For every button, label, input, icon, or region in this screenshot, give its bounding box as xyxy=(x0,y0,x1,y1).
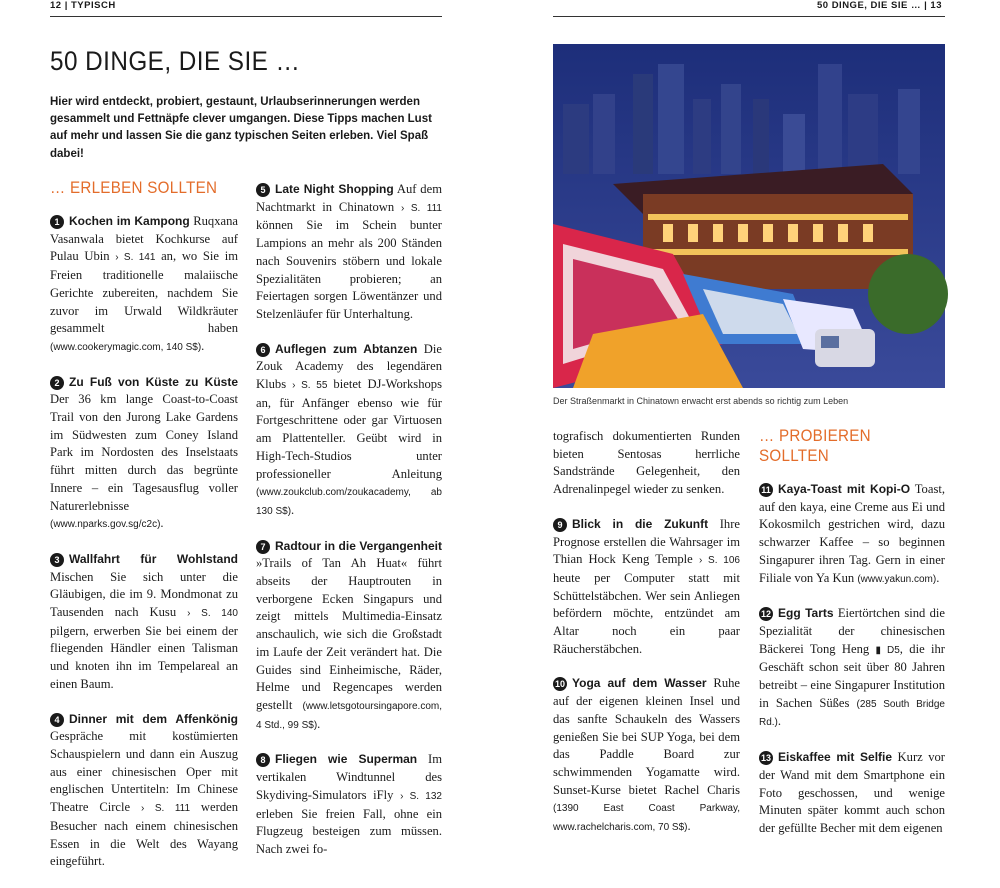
item-text: Auf dem Nachtmarkt in Chinatown xyxy=(256,182,442,214)
item-text: erleben Sie freien Fall, ohne ein Flugzeug besteigen zum müssen. Nach zwei fo- xyxy=(256,806,442,856)
item-text: Mischen Sie sich unter die Gläubigen, die im 9. Mondmonat zu Tausenden nach Kusu xyxy=(50,569,238,620)
item-text: . xyxy=(160,516,164,531)
photo-illustration xyxy=(553,44,945,388)
continued-text: tografisch dokumentierten Runden bieten Sentosas herrliche Sandstrände Gelegenheit, den Adrenalinpegel wieder zu senken. xyxy=(553,429,740,497)
item-title: Yoga auf dem Wasser xyxy=(572,676,707,691)
item-info: (www.cookerymagic.com, 140 S$) xyxy=(50,341,202,353)
page-reference: › S. 141 xyxy=(115,252,156,264)
intro-text: Hier wird entdeckt, probiert, gestaunt, Urlaubserinnerungen werden gesammelt und Fettnäpfe clever umgangen. Diese Tipps machen Lust auf mehr und lassen Sie die ganz typischen Seiten erleben. Viel Spaß dabei! xyxy=(50,96,432,160)
column-1 xyxy=(50,178,238,888)
item-title: Eiskaffee mit Selfie xyxy=(778,750,893,765)
list-item xyxy=(553,516,740,659)
item-number-badge: 5 xyxy=(256,183,270,197)
header-rule-right xyxy=(553,16,945,17)
item-text: Der 36 km lange Coast-to-Coast Trail von den Jurong Lake Gardens im Südwesten zum Coney Island Park im Nordosten des Inselstaats führt mitten durch das begrünte Innere – ein Tagesausflug voller Naturerlebnisse xyxy=(50,392,238,513)
item-title: Kaya-Toast mit Kopi-O xyxy=(778,482,911,496)
item-number-badge: 11 xyxy=(759,483,773,497)
item-text: , die ihr Geschäft schon seit über 80 Jahren betreibt – eine Singapurer Institution in Sachen Süßes xyxy=(759,641,945,710)
item-info: (www.zoukclub.com/zoukacademy, ab 130 S$) xyxy=(256,487,442,517)
list-item xyxy=(759,605,945,732)
item-text: Ruhe auf der eigenen kleinen Insel und das sanfte Schaukeln des Wassers genießen Sie bei SUP Yoga, bei dem das Paddle Board zur schwimmenden Yogamatte wird. Sunset-Kurse bietet Rachel Charis xyxy=(553,676,741,797)
running-header-right: 50 DINGE, DIE SIE … | 13 xyxy=(816,0,942,11)
item-title: Late Night Shopping xyxy=(275,182,394,196)
item-title: Zu Fuß von Küste zu Küste xyxy=(69,374,238,389)
list-item xyxy=(759,481,945,588)
section-heading-erleben: … ERLEBEN SOLLTEN xyxy=(50,179,218,197)
column-2 xyxy=(256,181,442,876)
list-item xyxy=(759,749,945,838)
item-text: . xyxy=(687,819,691,834)
item-number-badge: 1 xyxy=(50,215,64,229)
page-title: 50 DINGE, DIE SIE … xyxy=(50,46,301,76)
item-text: werden Besucher nach einem chinesischen Essen in die Welt des Wayang eingeführt. xyxy=(50,800,238,869)
item-text: an, wo Sie im Freien traditionelle malaiische Gerichte zubereiten, nachdem Sie zuvor im Urwald Wildkräuter gesammelt haben xyxy=(50,249,238,336)
item-text: pilgern, erwerben Sie bei einem der fliegenden Händler einen Talisman und knoten ihn im Tempelareal an einen Baum. xyxy=(50,623,238,691)
item-title: Kochen im Kampong xyxy=(69,214,190,228)
column-3 xyxy=(553,428,740,854)
item-text: heute per Computer statt mit Schüttelstäbchen. Wer sein Anliegen befördern möchte, entzündet am Altar noch ein paar Räucherstäbchen. xyxy=(553,570,740,656)
item-number-badge: 7 xyxy=(256,540,270,554)
item-text: . xyxy=(317,716,321,731)
item-info: (www.yakun.com) xyxy=(857,573,937,585)
photo-caption: Der Straßenmarkt in Chinatown erwacht erst abends so richtig zum Leben xyxy=(553,396,849,406)
item-info: (285 South Bridge Rd.) xyxy=(759,698,945,729)
page-reference: › S. 106 xyxy=(698,555,740,567)
item-text: Gespräche mit kostümierten Schauspielern und dann ein Auszug aus einer chinesischen Oper mit englischen Untertiteln: Im Chinese Theatre Circle xyxy=(50,729,238,815)
item-text: »Trails of Tan Ah Huat« führt abseits der Hauptrouten in verborgene Ecken Singapurs und zeigt mittels Multimedia-Einsatz anschaulich, wie sich die Großstadt im Laufe der Zeit verändert hat. Die Guides sind Einheimische, Räder, Helme und Regencapes werden gestellt xyxy=(256,556,442,712)
list-item xyxy=(50,711,238,871)
item-info: (1390 East Coast Parkway, www.rachelcharis.com, 70 S$) xyxy=(553,803,740,834)
item-text: Eiertörtchen sind die Spezialität der chinesischen Bäckerei Tong Heng xyxy=(759,606,946,656)
item-text: können Sie im Schein bunter Lampions an mehr als 200 Ständen nach Souvenirs stöbern und lokale Spezialitäten probieren; an Feiertagen sorgen Löwentänzer und Stelzenläufer für Unterhaltung. xyxy=(256,218,442,321)
list-item xyxy=(553,675,740,836)
item-number-badge: 10 xyxy=(554,679,565,690)
item-number-badge: 4 xyxy=(50,713,64,727)
item-title: Egg Tarts xyxy=(778,606,834,621)
item-number-badge: 13 xyxy=(760,753,771,764)
item-title: Dinner mit dem Affenkönig xyxy=(69,711,238,726)
item-text: Im vertikalen Windtunnel des Skydiving-Simulators iFly xyxy=(256,752,442,802)
page-reference: › S. 140 xyxy=(187,608,238,620)
item-info: (www.nparks.gov.sg/c2c) xyxy=(50,519,161,531)
section-heading-probieren: … PROBIEREN SOLLTEN xyxy=(759,427,871,465)
chinatown-night-market-photo xyxy=(553,44,945,388)
item-number-badge: 3 xyxy=(50,553,64,567)
item-number-badge: 8 xyxy=(256,753,270,767)
list-item xyxy=(50,551,238,694)
column-4 xyxy=(759,426,945,855)
item-title: Blick in die Zukunft xyxy=(572,516,709,531)
item-number-badge: 6 xyxy=(256,343,270,357)
item-number-badge: 9 xyxy=(553,518,567,532)
item-text: Ihre Prognose erstellen die Wahrsager im Thian Hock Keng Temple xyxy=(553,516,740,567)
list-item xyxy=(50,213,238,357)
item-title: Radtour in die Vergangenheit xyxy=(275,538,442,553)
item-text: Die Zouk Academy des legendären Klubs xyxy=(256,341,442,392)
item-info: (www.letsgotoursingapore.com, 4 Std., 99 S$) xyxy=(256,700,442,731)
item-title: Fliegen wie Superman xyxy=(275,752,418,767)
item-number-badge: 2 xyxy=(50,376,64,390)
page-reference: › S. 111 xyxy=(141,803,191,815)
item-text: . xyxy=(291,502,295,517)
page-reference: › S. 111 xyxy=(401,202,442,214)
list-item xyxy=(256,341,442,521)
item-title: Auflegen zum Abtanzen xyxy=(275,341,418,356)
item-text: bietet DJ-Workshops an, für Anfänger ebenso wie für Fortgeschrittene oder gar Virtuosen am Plattenteller. Geübt wird in High-Tech-Studios unter professioneller Anleitung xyxy=(256,377,442,481)
running-header-left: 12 | TYPISCH xyxy=(50,0,116,11)
page-reference: › S. 132 xyxy=(400,790,442,802)
page-reference: › S. 55 xyxy=(292,380,328,392)
page-reference: ▮ D5 xyxy=(875,644,900,656)
item-title: Wallfahrt für Wohlstand xyxy=(69,551,238,566)
list-item xyxy=(256,181,442,324)
item-text: . xyxy=(201,338,205,353)
item-text: . xyxy=(777,714,782,729)
list-item xyxy=(256,751,442,858)
list-item xyxy=(256,538,442,735)
item-text: Toast, auf den kaya, eine Creme aus Ei und Kokosmilch gestrichen wird, dazu schwarzer Kaffee – so beginnen Singapurer ihren Tag. Gern in einer Filiale von Ya Kun xyxy=(759,482,945,585)
list-item xyxy=(50,374,238,534)
item-text: Ruqxana Vasanwala bietet Kochkurse auf Pulau Ubin xyxy=(50,214,238,264)
item-text: . xyxy=(936,570,940,585)
item-text: Kurz vor der Wand mit dem Smartphone ein Foto geschossen, und wenige Minuten später kommt auch schon der gefüllte Becher mit dem eigenen xyxy=(759,750,945,835)
header-rule-left xyxy=(50,16,442,17)
item-number-badge: 12 xyxy=(760,609,771,620)
